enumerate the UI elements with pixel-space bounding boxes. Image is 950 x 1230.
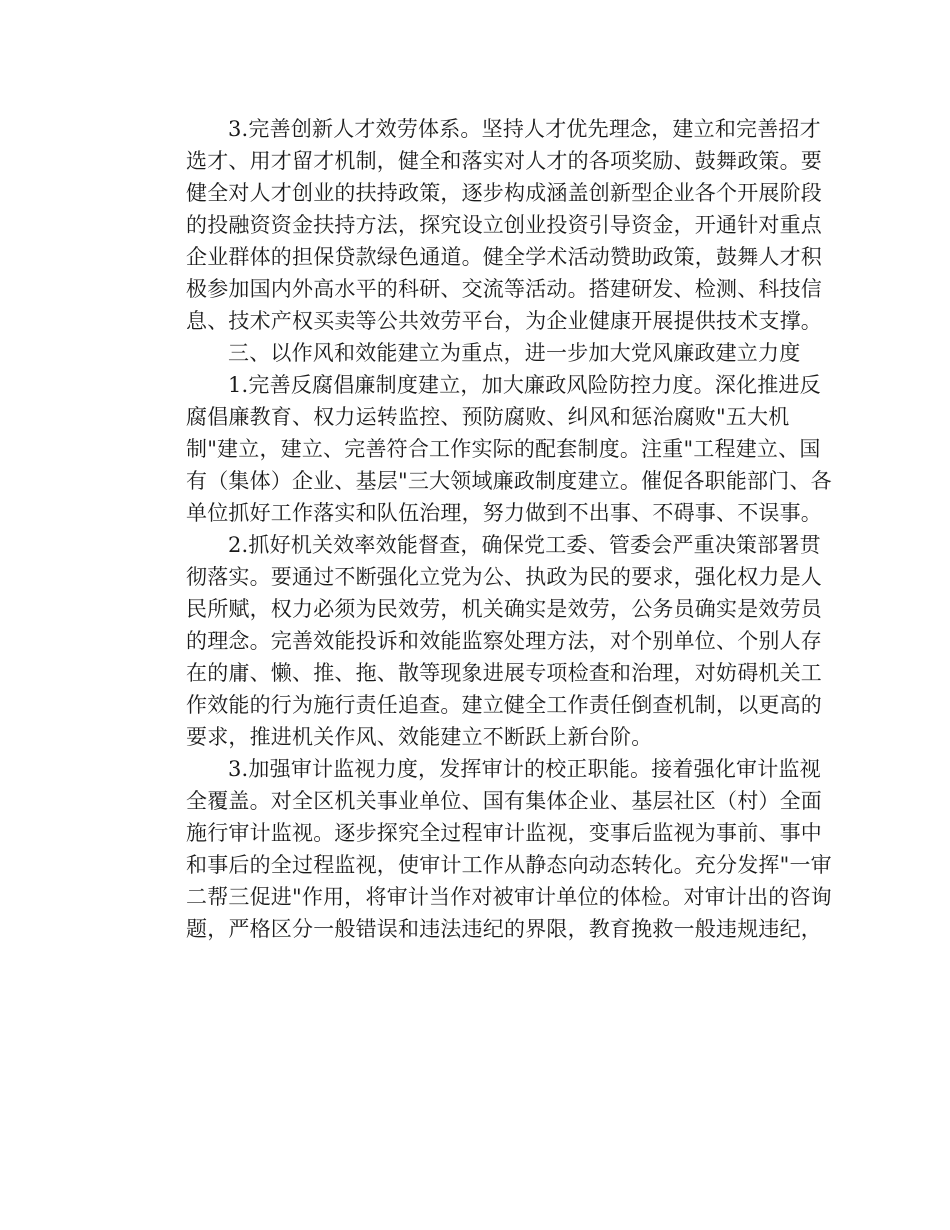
text-line: 的投融资资金扶持方法，探究设立创业投资引导资金，开通针对重点 [186,213,822,237]
text-line: 企业群体的担保贷款绿色通道。健全学术活动赞助政策，鼓舞人才积 [186,245,822,269]
text-line: 腐倡廉教育、权力运转监控、预防腐败、纠风和惩治腐败"五大机 [186,405,790,429]
text-line: 三、以作风和效能建立为重点，进一步加大党风廉政建立力度 [228,341,801,365]
paragraph-efficiency-supervision [142,529,822,753]
text-line: 3.完善创新人才效劳体系。坚持人才优先理念，建立和完善招才 [228,117,821,141]
text-line: 1.完善反腐倡廉制度建立，加大廉政风险防控力度。深化推进反 [228,373,821,397]
text-line: 单位抓好工作落实和队伍治理，努力做到不出事、不碍事、不误事。 [186,501,822,525]
text-line: 彻落实。要通过不断强化立党为公、执政为民的要求，强化权力是人 [186,565,822,589]
text-line: 和事后的全过程监视，使审计工作从静态向动态转化。充分发挥"一审 [186,853,832,877]
text-line: 题，严格区分一般错误和违法违纪的界限，教育挽救一般违规违纪， [186,917,822,941]
text-line: 有（集体）企业、基层"三大领域廉政制度建立。催促各职能部门、各 [186,469,832,493]
text-line: 要求，推进机关作风、效能建立不断跃上新台阶。 [186,725,653,749]
text-line: 二帮三促进"作用，将审计当作对被审计单位的体检。对审计出的咨询 [186,885,832,909]
text-line: 在的庸、懒、推、拖、散等现象进展专项检查和治理，对妨碍机关工 [186,661,822,685]
paragraph-anti-corruption [142,369,832,529]
text-line: 民所赋，权力必须为民效劳，机关确实是效劳，公务员确实是效劳员 [186,597,822,621]
paragraph-talent-service [142,113,822,337]
section-heading [142,337,810,369]
text-line: 施行审计监视。逐步探究全过程审计监视，变事后监视为事前、事中 [186,821,822,845]
text-line: 作效能的行为施行责任追查。建立健全工作责任倒查机制，以更高的 [186,693,822,717]
text-line: 制"建立，建立、完善符合工作实际的配套制度。注重"工程建立、国 [186,437,821,461]
text-line: 的理念。完善效能投诉和效能监察处理方法，对个别单位、个别人存 [186,629,822,653]
paragraph-audit-supervision [142,753,832,945]
text-line: 全覆盖。对全区机关事业单位、国有集体企业、基层社区（村）全面 [186,789,822,813]
text-line: 健全对人才创业的扶持政策，逐步构成涵盖创新型企业各个开展阶段 [186,181,822,205]
text-line: 2.抓好机关效率效能督查，确保党工委、管委会严重决策部署贯 [228,533,821,557]
text-line: 选才、用才留才机制，健全和落实对人才的各项奖励、鼓舞政策。要 [186,149,822,173]
document-page [142,113,832,945]
text-line: 极参加国内外高水平的科研、交流等活动。搭建研发、检测、科技信 [186,277,822,301]
text-line: 3.加强审计监视力度，发挥审计的校正职能。接着强化审计监视 [228,757,821,781]
text-line: 息、技术产权买卖等公共效劳平台，为企业健康开展提供技术支撑。 [186,309,822,333]
